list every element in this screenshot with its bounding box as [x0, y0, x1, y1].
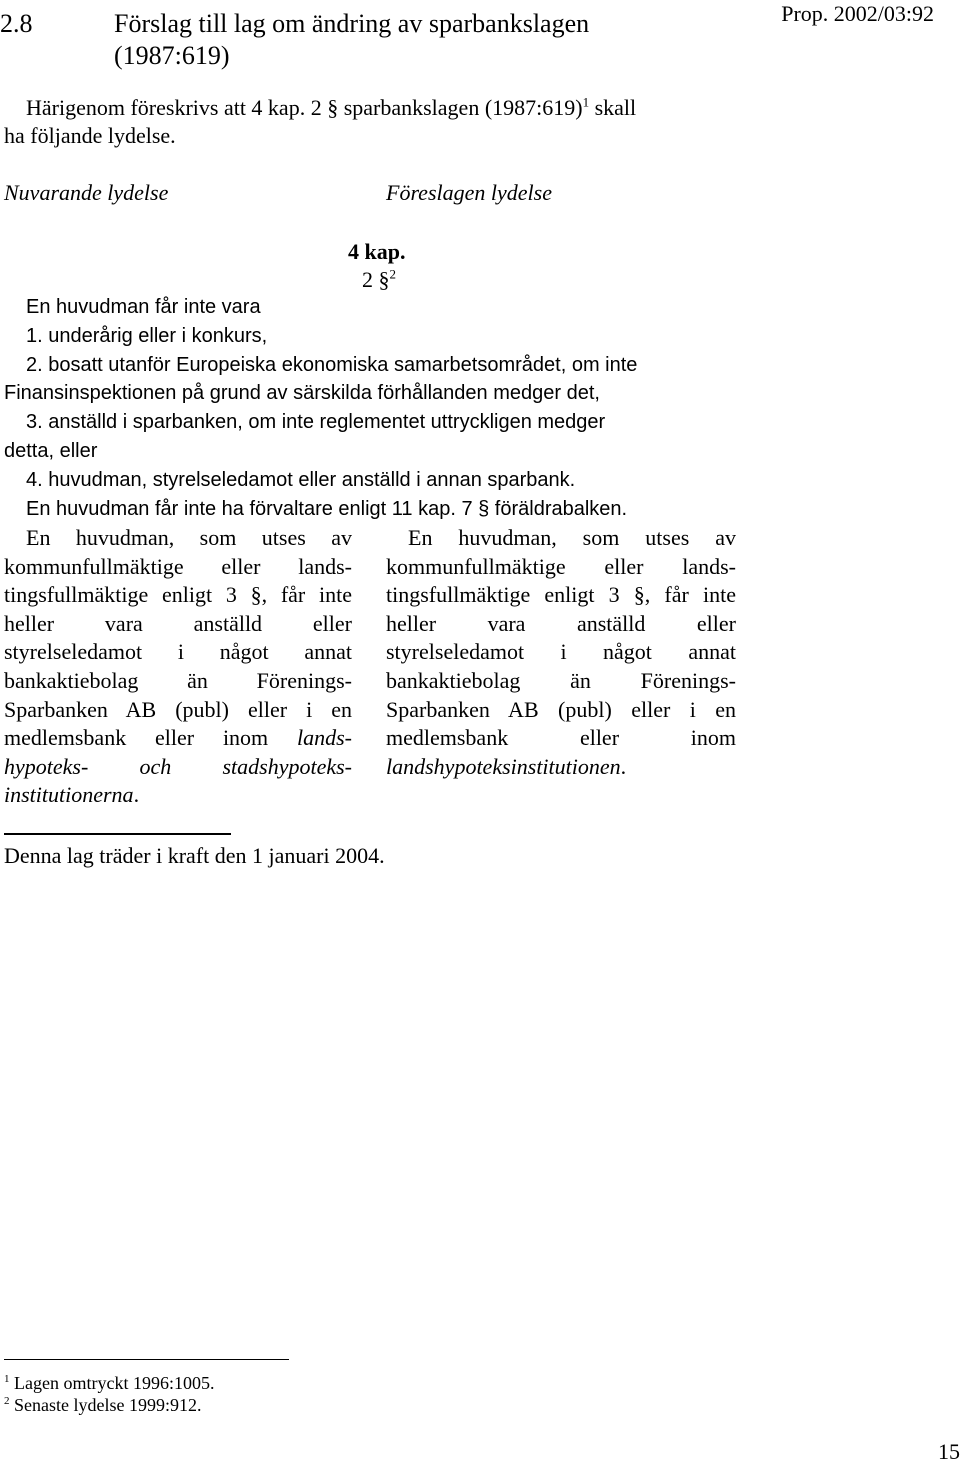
footnote-divider — [4, 1359, 289, 1360]
list-item-2-cont: Finansinspektionen på grund av särskilda förhållanden medger det, — [4, 382, 600, 405]
page-number: 15 — [938, 1439, 960, 1464]
list-item-4: 4. huvudman, styrelseledamot eller anställd i annan sparbank. — [26, 468, 576, 491]
prop-reference: Prop. 2002/03:92 — [781, 1, 934, 26]
intro-line2: ha följande lydelse. — [4, 123, 176, 148]
footnote-2: $^2$ Senaste lydelse 1999:912. — [4, 1395, 202, 1415]
enactment-divider — [4, 833, 231, 835]
proposed-version-italic: landshypoteksinstitutionen — [386, 753, 621, 779]
unchanged-provision-text — [0, 293, 637, 523]
footnote-ref-2: 2 — [389, 266, 396, 282]
section-title-line2: (1987:619) — [114, 41, 230, 70]
proposed-version-heading: Föreslagen lydelse — [386, 180, 552, 205]
section-number: 2.8 — [0, 9, 33, 38]
section-title-line1: Förslag till lag om ändring av sparbankslagen — [114, 9, 590, 38]
list-item-3: 3. anställd i sparbanken, om inte reglementet uttryckligen medger — [26, 411, 606, 434]
footnote-1: $^1$ Lagen omtryckt 1996:1005. — [4, 1373, 215, 1393]
footnote-ref-1: 1 — [582, 94, 590, 110]
list-item-1: 1. underårig eller i konkurs, — [26, 324, 268, 347]
current-version-italic: lands-hypoteks- och stadshypoteks-institutionerna — [4, 725, 352, 808]
intro-line1: Härigenom föreskrivs att 4 kap. 2 § sparbankslagen (1987:619)$^1$ skall — [26, 94, 637, 120]
section-label: 2 §$^2$ — [362, 266, 396, 292]
paragraph-line: En huvudman får inte vara — [26, 296, 261, 318]
proposed-version-text: En huvudman, som utses av kommunfullmäktige eller lands-tingsfullmäktige enligt 3 §, får inte heller vara anställd eller styrelseledamot i något annat bankaktiebolag än Förenings-Sparbanken AB (publ) eller i en medlemsbank eller inom landshypoteksinstitutionen. — [386, 525, 736, 779]
chapter-label: 4 kap. — [348, 239, 406, 264]
current-version-heading: Nuvarande lydelse — [4, 180, 169, 205]
enactment-clause: Denna lag träder i kraft den 1 januari 2004. — [4, 843, 385, 868]
current-version-text: En huvudman, som utses av kommunfullmäktige eller lands-tingsfullmäktige enligt 3 §, får inte heller vara anställd eller styrelseledamot i något annat bankaktiebolag än Förenings-Sparbanken AB (publ) eller i en medlemsbank eller inom lands-hypoteks- och stadshypoteks-institutionerna. — [4, 525, 352, 808]
list-item-2: 2. bosatt utanför Europeiska ekonomiska samarbetsområdet, om inte — [26, 353, 638, 376]
list-item-3-cont: detta, eller — [4, 439, 98, 462]
guardian-paragraph: En huvudman får inte ha förvaltare enligt 11 kap. 7 § föräldrabalken. — [26, 497, 628, 520]
